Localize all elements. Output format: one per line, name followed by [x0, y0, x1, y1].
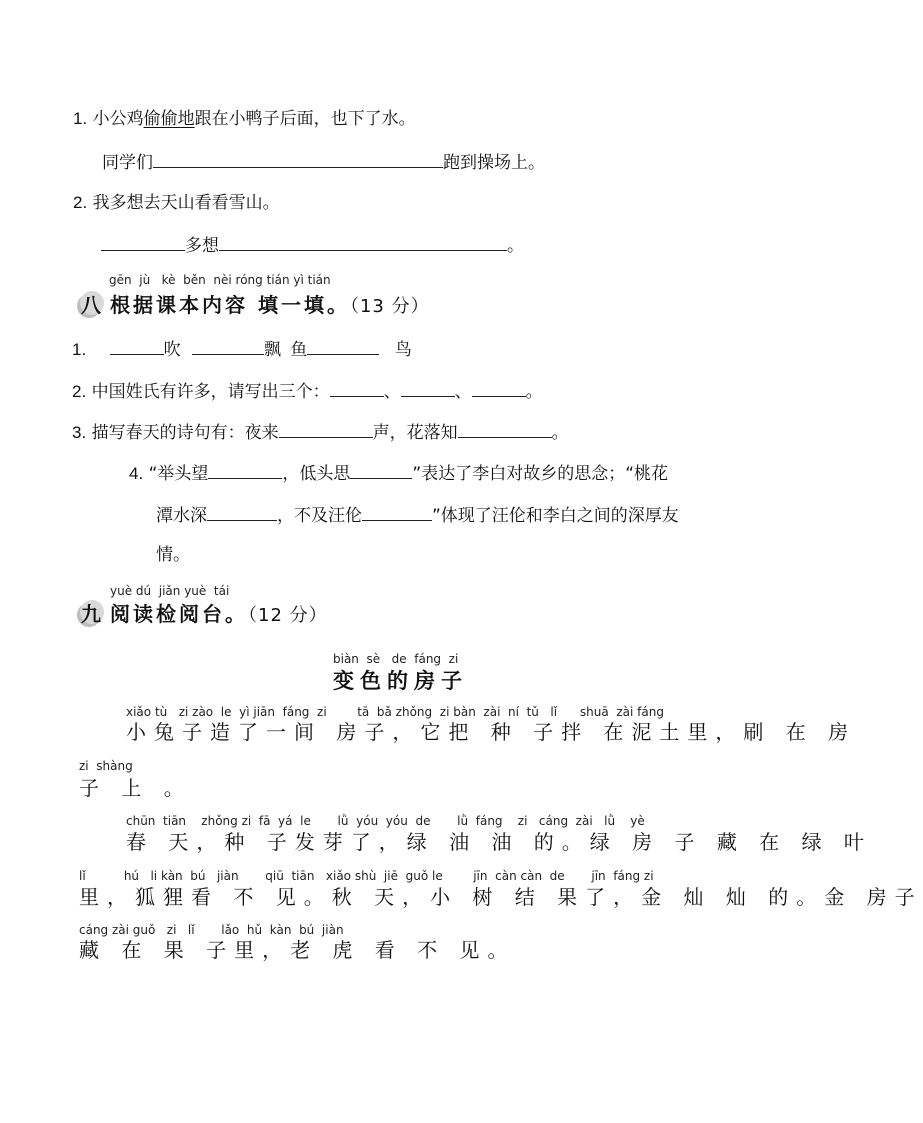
story-line1-pinyin: xiǎo tù zi zào le yì jiān fáng zi tā bǎ zhǒng zi bàn zài ní tǔ lǐ shuā zài fáng — [126, 705, 664, 719]
answer-blank[interactable] — [153, 151, 443, 168]
sec8-q3-end: 。 — [551, 423, 569, 443]
story-line3-text: 春 天，种 子发芽了，绿 油 油 的。绿 房 子 藏 在 绿 叶 — [126, 830, 872, 854]
answer-blank[interactable] — [350, 462, 412, 479]
q7-item2-fill-mid: 多想 — [185, 236, 219, 256]
sec8-q4-l2a: 潭水深 — [156, 506, 207, 526]
q7-item2-number: 2. — [73, 193, 88, 212]
sec8-q4-line2 — [156, 504, 679, 526]
sec8-q2-sep2: 、 — [454, 382, 472, 402]
sec8-pinyin: gēn jù kè běn nèi róng tián yì tián — [109, 273, 331, 287]
q7-item1-pre: 小公鸡 — [92, 109, 144, 129]
sec9-title: 阅读检阅台。 — [110, 602, 248, 626]
sec8-q4-line3: 情。 — [156, 545, 190, 565]
story-line5-pinyin: cáng zài guǒ zi lǐ lǎo hǔ kàn bú jiàn — [79, 923, 344, 937]
q7-item2-text: 我多想去天山看看雪山。 — [92, 193, 280, 213]
story-title-pinyin: biàn sè de fáng zi — [333, 652, 459, 666]
sec8-badge: 八 — [81, 293, 101, 317]
sec8-q2-text: 中国姓氏有许多，请写出三个： — [91, 382, 330, 402]
sec8-q4-l2b: ，不及汪伦 — [277, 506, 362, 526]
sec8-q2-number: 2. — [72, 382, 87, 401]
answer-blank[interactable] — [472, 380, 526, 397]
sec8-q4-number: 4. — [129, 464, 144, 483]
story-line2-pinyin: zi shàng — [79, 759, 133, 773]
sec8-q4-l1b: ，低头思 — [282, 464, 351, 484]
story-line4-text: 里，狐狸看 不 见。秋 天，小 树 结 果了，金 灿 灿 的。金 房子 — [79, 885, 923, 909]
sec8-score: （13 分） — [349, 296, 430, 317]
sec8-q2-end: 。 — [525, 382, 543, 402]
answer-blank[interactable] — [110, 338, 164, 355]
answer-blank[interactable] — [219, 234, 507, 251]
sec9-score: （12 分） — [248, 605, 328, 626]
sec8-q3-number: 3. — [72, 423, 87, 442]
story-line2-text: 子 上 。 — [79, 776, 192, 800]
sec8-q1-a: 吹 — [163, 340, 181, 360]
q7-item1-underlined: 偷偷地 — [143, 109, 195, 129]
story-line3-pinyin: chūn tiān zhǒng zi fā yá le lǜ yóu yóu de lǜ fáng zi cáng zài lǜ yè — [126, 814, 645, 828]
sec8-q4-l1a: “举头望 — [148, 464, 209, 484]
sec8-q1-b: 飘 — [264, 340, 281, 360]
q7-item1-fill-post: 跑到操场上。 — [443, 153, 545, 173]
answer-blank[interactable] — [330, 380, 384, 397]
answer-blank[interactable] — [362, 504, 432, 521]
answer-blank[interactable] — [208, 462, 282, 479]
story-line5-text: 藏 在 果 子里，老 虎 看 不 见。 — [79, 938, 516, 962]
q7-item1-fill — [102, 151, 545, 173]
answer-blank[interactable] — [401, 380, 455, 397]
sec8-q3-pre: 描写春天的诗句有：夜来 — [91, 423, 279, 443]
story-title: 变色的房子 — [333, 669, 468, 693]
sec8-heading — [110, 289, 430, 318]
answer-blank[interactable] — [458, 421, 552, 438]
sec8-q4-line1 — [129, 462, 668, 484]
q7-item1 — [73, 109, 416, 129]
q7-item1-number: 1. — [73, 109, 88, 128]
sec8-q4-l2c: ”体现了汪伦和李白之间的深厚友 — [432, 506, 679, 526]
sec8-q1-c: 鱼 — [290, 340, 308, 360]
answer-blank[interactable] — [101, 234, 185, 251]
sec8-q3 — [72, 421, 569, 443]
sec8-q1-d: 鸟 — [394, 340, 412, 360]
sec8-title: 根据课本内容 填一填。 — [110, 293, 350, 317]
sec9-heading — [110, 598, 328, 627]
answer-blank[interactable] — [207, 504, 277, 521]
q7-item2 — [73, 193, 280, 213]
answer-blank[interactable] — [307, 338, 379, 355]
sec9-badge: 九 — [81, 602, 101, 626]
q7-item1-fill-pre: 同学们 — [102, 153, 153, 173]
sec8-q1-number: 1. — [72, 340, 87, 359]
sec8-q1 — [72, 338, 412, 360]
q7-item2-fill-end: 。 — [507, 236, 524, 256]
answer-blank[interactable] — [192, 338, 264, 355]
sec8-q2-sep1: 、 — [383, 382, 401, 402]
story-line1-text: 小兔子造了一间 房子，它把 种 子拌 在泥土里，刷 在 房 — [126, 720, 857, 744]
sec8-q4-l1c: ”表达了李白对故乡的思念；“桃花 — [412, 464, 669, 484]
story-line4-pinyin: lǐ hú li kàn bú jiàn qiū tiān xiǎo shù jiē guǒ le jīn càn càn de jīn fáng zi — [79, 869, 654, 883]
answer-blank[interactable] — [279, 421, 373, 438]
sec8-q3-mid: 声，花落知 — [372, 423, 458, 443]
sec8-q2 — [72, 380, 543, 402]
q7-item2-fill — [101, 234, 524, 256]
q7-item1-post: 跟在小鸭子后面，也下了水。 — [194, 109, 416, 129]
sec9-pinyin: yuè dú jiǎn yuè tái — [110, 584, 230, 598]
